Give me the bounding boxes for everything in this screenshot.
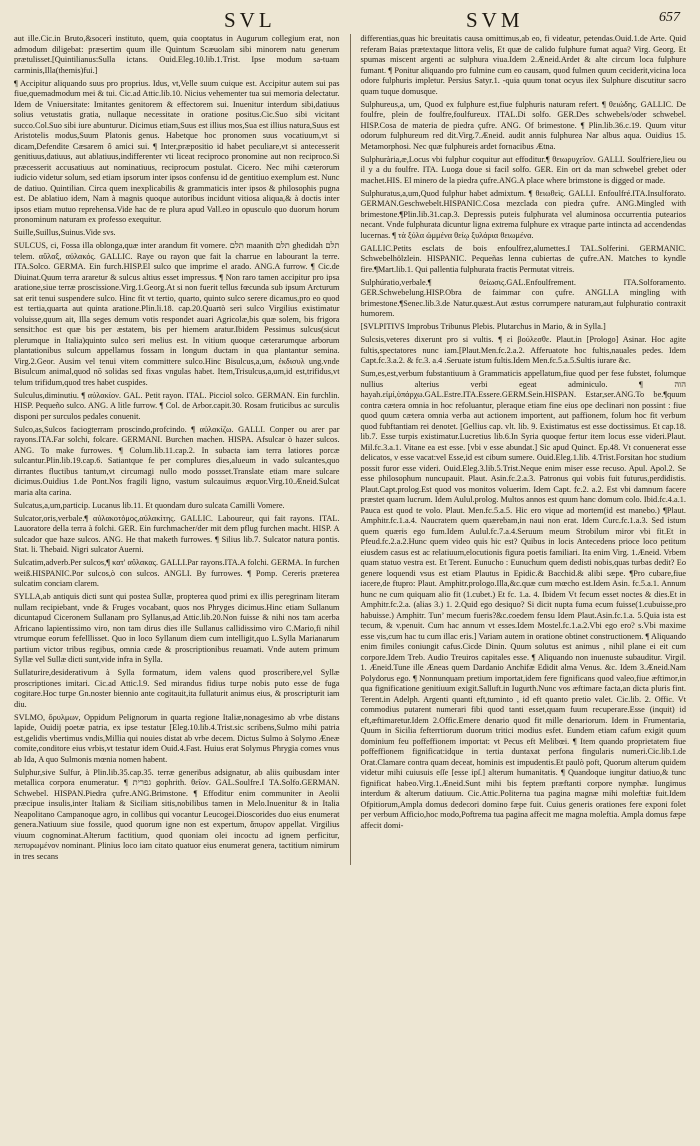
entry-sulculus: Sulculus,diminutiu. ¶ αὐλακίον. GAL. Petit rayon. ITAL. Picciol solco. GERMAN. Ein furchlin. HISP. Pequeño sulco. ANG. A litle furrow. ¶ Col. de Arbor.capit.30. Rosam fruticibus ac surculis disponi per surculos pedales conuenit.: [14, 390, 340, 421]
entry-sulphur-continued: differentias,quas hic breuitatis causa omittimus,ab eo, fi videatur, petendas.Ouid.1.de Arte. Quid referam Baias prætextaque littora velis, Et quæ de calido fulphure fumat aqua? Virg. Georg. Et spumas miscent argenti ac sulphura viua.Idem 2.Æneid.Ardet & alte circum loca fulphure fumant. ¶ Ponitur aliquando pro fulmine cum eo causam, quod fulmen quum ceciderit,vicina loca odore fulphuris impletur. Persius Satyr.1. -quia quum tonat ocyus ilex Sulphure discutitur sacro quam tuque domusque.: [360, 34, 686, 96]
entry-sulphuratio: Sulphúratio,verbale.¶ θείωσις.GAL.Enfoulfrement. ITA.Solforamento. GER.Schwebelung.HISP.Obra de faimmar con çufre. ANGLI.A mingling with brimestone.¶Senec.lib.3.de Natur.quæst.Aut æstus corrumpere naturam,aut fulphuratio contraxit humorem.: [360, 277, 686, 318]
left-column: [14, 34, 340, 865]
right-column: [361, 34, 687, 865]
entry-suus-continued: aut ille.Cic.in Bruto,&socerì instituto, quem, quia cooptatus in Augurum collegium erat, non admodum diligebat: præsertim quum ille Quintum Scæuolam sibi minorem natu generum prætulisset.[Quintilianus:Sulla ictans. Ouid.Eleg.10.lib.1.Trist. Ipse modum sa-tuam carminis,Illa(themis)fui.]: [14, 34, 340, 75]
entry-sulmo: SVLMO, ὄρυλμων, Oppidum Pelignorum in quarta regione Italiæ,nonagesimo ab vrbe distans lapide, Ouidij poetæ patria, ex ipse testatur [Eleg.10.lib.4.Trist.sic scribens,Sulmo mihi patria est,gelidis vbertimus vndis,Millia qui nouies distat ab vrbe decem. Dictus Sulmo à Solymo Æneæ comite,conditore eius vrbis,vt testatur idem Ouid.4.Fast. Huius erat Solymus Phrygia comes vnus ab Ida, A quo Sulmonis mœnia nomen habent.: [14, 712, 340, 764]
entry-sulphur: Sulphur,sive Sulfur, à Plin.lib.35.cap.35. terræ generibus adsignatur, ab aliis quibusdam inter metallica corpora enumeratur. ¶ גפרית gophrith. θεῖον. GAL.Soulfre.I TA.Solfo.GERMAN. Schwebel. HISPAN.Piedra çufre.ANG.Brimstone. ¶ Effoditur enim communiter in Aeolii præcipue insulis,inter Italiam & Siciliam sitis,nobilibus tamen in Melo.Inuenitur & in Italia Neapolitano Campanoque agro, in collibus qui vocantur Leucogei.Dioscorides duo eius enumerat genera.Natiuum siue fossile, quod quorum igne non est expertum, ἄπυρον appellat. Virgilius viuum cognominat.Alterum factitium, quod quoniam olei incoctu ad ignem perficitur, πεπυρωμένον nominant. Plinius loco iam citato quatuor eius enumerat genera, tactitium nimirum in tres secans: [14, 767, 340, 861]
entry-sulpitius: [SVLPITIVS Improbus Tribunus Plebis. Plutarchus in Mario, & in Sylla.]: [360, 322, 606, 331]
two-column-body: [14, 34, 686, 865]
entry-sylla: SYLLA,ab antiquis dicti sunt qui postea Sullæ, propterea quod primi ex illis peregrinam literam nullam recipiebant, vnde & Fruges vocabant, quos nos Phryges dicimus.Hinc etiam Sullanum dicuntapud Ciceronem Sullanam pro Syllanus,ad Attic.lib.20.Non fuisse & nihi nos tam acerba Africano lapientissimo viro, non tam dirus dies ille Sullanus callidissimo viro C.Mario,fi nihil vtrumque eorum fefelllisset. Quo in loco Syllanum diem cum intelligit,quo L.Sylla Marianarum partium victor tribus regibus, omnia cæde & proscriptionibus reuamati. Vnde autem primum Syllæ vel Sullæ dicti sunt,vide infra in Sylla.: [14, 592, 340, 664]
entry-sultis: Sulcsis,veteres dixerunt pro si vultis. ¶ εἰ βούλεσθε. Plaut.in [Prologo] Asinar. Hoc agite fultis,spectatores nunc iam.[Plaut.Men.fc.2.a.2. Afferuatote hoc fultis,nauales pedes. Idem Capt.fc.3.a.2. & fc.3. a.4 .Seruate istum fultis.Idem Men.fc.5.a.5.Sultis iurare &c.: [360, 335, 686, 365]
entry-sulphureus: Sulphureus,a, um, Quod ex fulphure est,fiue fulphuris naturam refert. ¶ θειώδης. GALLIC. De foulfre, plein de foulfre,foulfureux. ITAL.Di solfo. GER.Des schwebels/oder schwebel. HISP.Cosa de materia de piedra çufre. ANG. Of brimestone. ¶ Plin.lib.36.c.19. Quum vitur odorum fulphureum red dit.Virg.7.Æneid. audit annis fulphurea Nar albus aqua. Ouidius 15. Metamorphosi. Nec quæ fulphureis ardet fornacibus Ætna.: [360, 99, 686, 151]
running-head-right: SVM: [466, 8, 524, 32]
entry-sulcatim: Sulcatim,adverb.Per sulcos,¶ κατ' αὔλακας. GALLI.Par rayons.ITA.A folchi. GERMA. In furchen weiß.HISPANIC.Por sulcos,ò con sulcos. ANGLI. By furrowes. ¶ Pomp. Cereris præterea sulcatim conciam clarem.: [14, 558, 340, 588]
entry-sum: Sum,es,est,verbum fubstantiuum à Grammaticis appellatum,fiue quod per fese fubstet, folumque nullius alterius verbi egeat adminiculo. ¶ הוה hayah.εἰμί,ὑπάρχω.GAL.Estre.ITA.Essere.GERM.Sein.HISPAN. Estar,ser.ANG.To be.¶quum contra cætera omnia in hoc refoluantur, pleraque etiam fine eius ope declinari non possint : fiue quod quum cætera omnia verba aut actionem importent, aut paffionem, folum hoc fit verbum quod fubftantiam rei denotet. [Gellius cap. vlt. lib. 9. Existimatus est esse doctissimus. Et cap.18. lib.7. Esse turpis existimatur.Lucretius lib.6.In Syria quoque fertur item locus esse videri.Plaut. Mil.fc.3.a.1. Vitane ea est esse. [vbi ν esse abundat.] Sic apud Quinct. Ep.48. Vt conuenerat esse delicatos, ν esse vacat:vel Esse,id est cibum sumere. Ouid.Eleg.1.lib. 4.Trist.Forsitan hoc studium possit furor esse videri. Ouid.Eleg.3.lib.5.Trist.Neque enim miser esse recuso. Apul. Apol.2. Se esse philosophum nuncupauit. Plaut. Asin.fc.2.a.3. Patronus qui vobis fuit futurus,perdidistis. Plaut.Capt.prolog.Est quod vos monitos voluerim. Idem Capt. fc.2. a.2. Est vbi damnum facere præstet quam lucrum. Idem Aulul.prolog. Multos annos est quum hanc domum colo. Ibid.fc.4.a.1. Pauca est quod te volo. Plaut. Men.fc.5.a.5. Hic ero vique ad mortem(id est manebo.) ¶Plaut. Amphitr.fc.1.a.4. Naucratem quem quærebam,in naui non erat. Idem Curc.fc.1.a.3. Sed istum quem quæris ego fum.Idem Aulul.fc.7.a.4.Seruum meum Strobilum miror vbi fit.Et in Pfeud.fc.2.a.2.Hunc quem video quis hic est? Quibus in locis Antecedens prioce loco petitum eiusdem casus est ac relatiuum,elocutionis figura poetis familiari. Ita enim Virg. 1.Æneid. Vrbem quam statuo vestra est. Et Terent. Eunucho : Eunuchum quem dedisti nobis,quas turbas dedit? Eo genere loquendi vsus est etiam Plautus in Epidic.& Bacchid.& alibi sæpe. ¶Pro cubare,fiue iacere,de ftupro: Plaut. Amphitr.prologo.Illa,&c.quæ cum mœcho est.Idem Asin. fc.5.a.1. Annum hunc ne cum quiquam alio fit (1.cubet.) Et fc. 1.a. 4. Ibidem Vt fecum esset noctes & dies.Et in Amphitr.fc.2.a. (alias 3.) 1. 2.Quid ego desiquo? Si dicit nupta fuma ecum fuisse(1.cubuisse,pro habuisse.) Amphitr. Tun’ mecum fueris?&c.coedem fensu Idem Plaut.Asin.fc.1.a. 5.Quia ista est tecum, & v.penuit. Cum hac annum vt esses.Idem Mostel.fc.1.a.2.Vbi ego ero? s.Vbi maxime esse vis,cum hac tu cum illac eris.] Variam autem in oratione obtinet constructionem. ¶ Aliquando enim fimiles coniungit cafus.Cicde Dinin. Quum solutus est animus , nihil plane ei eit cum corpore.Idem Treb. Audio Treuiros capitales esse. ¶ Aliquando non inuenuste subauditur. Virgil. 1. Æneid.Tune ille Æneas quem Dardanio Anchifæ Edidit alma Venus. &c. Idem 3.Æneid.Nam Polydorus ego. ¶ Nonnunquam pretium importat,idem fere fignificans quod valeo,fiue æftimor,in qua fignificatione genitiuum exigit.Salluft.in Iugurth.Nunc vos æftimare facta,an dicta pluris fint. Terent.in Adelph. Argenti quanti eft,tuminto , id eft quanto pretio valet. Cic.lib. 2. Offic. Vt commodius putarent numerari fibi quod tanti esset,quam fuum recuperare.Esse (inquit) id eft,æftimaretur.Idem 2.Offic.Emere denario quod fit mille denariorum. Idem in Frumentaria, Quum in Sicilia fefterrtiorum duorum tritici modius esfet. Eundem etiam cafum exigit quum dominium feu poffeffionem importat: vt Pecus eft Melibœi. ¶ Item quando proprietatem fiue poffeffionem fignificat:idque in tertia duntaxat perfona fingularis numeri.Cic.lib.1.de Orat.Clamare contra quam deceat, hominis est impudentis.Et paulò poft, Quorum alterum quidem videtur mihi cuiusuis eſſe [esse ipſ.] alterum humanitatis. ¶ Quandoque iungitur datiuo,& tunc fignificat habeo.Virg.1.Æneid.Sunt mihi bis feptem præftanti corpore nymphæ. Iungimus interdum & alterum datiuum. Cic.Attic.Politerna tua pagina magnæ mihi moleftiæ fuit.Idem Ofpitiorum,Ampla domus dedecori domino fæpe fuit. Cuius generis orationes fere exponi folet per verbum Afficio,hoc modo,Poftrema tua pagina affecit me magna moleftia. Ampla domus fæpe affecit domi-: [360, 369, 686, 830]
entry-sulco: Sulco,as,Sulcos faciogterram proscindo,profcindo. ¶ αὐλακίζω. GALLI. Conper ou arer par rayons.ITA.Far solchi, folcare. GERMANI. Burchen machen. HISPA. Afsulcar ò hazer sulcos. ANG. To make furrowes. ¶ Colum.lib.11.cap.2. In subacta iam terra latiores porcæ sulcantur.Plin.lib.19.cap.6. Satiantque fe per complures dies,alueum in vado sulcantes,quo dirrantes fluctibus tantum,vt circumagi nullo modo possset.Translate etiam mare sulcare dicimus.Ouidius 1.de Pont.Nos fragili ligno, vastum sulcauimus æquor.Virg.10.Æneid.Sulcat maria alta carina.: [14, 424, 340, 497]
page-number: 657: [659, 10, 680, 25]
entry-suille: Suille,Suillus,Suinus.Vide svs.: [14, 228, 116, 237]
entry-sulcator: Sulcator,oris,verbale.¶ αὐλακοτὁμος,αὐλακίτης. GALLIC. Laboureur, qui fait rayons. ITAL. Lauoratore della terra à folchi. GER. Ein furchmacher/der mit dem pflug furchen macht. HISP. A sulcador que haze sulcos. ANG. He that maketh furrowes. ¶ Silius lib.7. Sulcator natura pontis. Stat. li. Thebaid. Nigri sulcator Auerni.: [14, 513, 340, 554]
entry-sulphurata-ligna: GALLIC.Petits esclats de bois enfoulfrez,alumettes.I TAL.Solferini. GERMANIC. Schwebelhölzlein. HISPANIC. Pequeñas lenna cubiertas de çufre.AN. Matches to kyndle fire.¶Mart.lib.1. Qui pallentia fulphurata fractis Permutat vitreis.: [360, 243, 686, 274]
entry-sulcus: SULCUS, ci, Fossa illa oblonga,quæ inter arandum fit vomere. תלם maanith תלם ghedidah תלם telem. αὔλαξ, αὐλακός. GALLIC. Raye ou rayon que fait la charrue en labourant la terre. ITA.Solco. GERMA. Ein furch.HISP.El sulco que imprime el arado. ANG.A furrow. ¶ Cic.de Diuinat.Quum terra araretur & sulcus altius esset impressus. ¶ Non raro tamen accipitur pro ipsa aratione,siue terræ proscissione.Virg.1.Georg.At si non fuerit tellus fœcunda sub ipsum Arcturum sat erit tenui suspendere sulco. Hinc fit vt tertio, quarto, quinto sulco serere dicamus,pro eo quod est tertia,quarta aut quinta aratione.Plin.li.18. cap.20.Quartò seri sulco Virgilius existimatur voluisse,quum ait, Illa seges demum votis respondet auari Agricolæ,bis quæ solem, bis frigora sensit:hoc est quæ bis per æstatem, bis per hiemem aratur.Ibidem Pessimus sulcus(sicut plerumque in Italia)quinto sulco seri melius est. In vitium quoque cæterarumque arborum plantationibus sulcum appellamus fossam in longum ductam in qua plantantur semina. Virg.2.Geor. Ausim vel tenui vitem committere sulco.Hinc Bisulcus,a,um, ἐκδισυλ ung.vnde Bisulcum animal,quod nō solidas sed fixas vngulas habet. Item,Trisulcus,a,um,id est,trifidus,vt telum trifidum,quod tres habet cuspides.: [14, 241, 340, 387]
entry-sulcatus: Sulcatus,a,um,particip. Lucanus lib.11. Et quondam duro sulcata Camilli Vomere.: [14, 500, 285, 510]
page-header: [14, 8, 686, 30]
running-head-left: SVL: [224, 8, 276, 32]
column-divider: [350, 34, 351, 865]
entry-sullaturire: Sullaturire,desiderativum à Sylla formatum, idem valens quod proscribere,vel Syllæ proscriptiones imitari. Cic.ad Attic.l.9. Sed mirandus fidius turpe nobis puto esse de fuga cogitare.Hoc turpe Gn.noster biennio ante cogitauit,ita fullaturit animus eius, & proscripturit iam diu.: [14, 668, 340, 709]
entry-sulphuraria: Sulphurària,æ,Locus vbi fulphur coquitur aut effoditur.¶ θειωρυχεῖον. GALLI. Soulfriere,lieu ou il y a du foulfre. ITA. Luoga doue si facil solfo. GER. Ein ort da man schwebel grebet oder machet.HIS. El minero de la piedra çufre.ANG.A place where brimstone is digged or made.: [360, 154, 686, 185]
entry-sulphuratus: Sulphuratus,a,um,Quod fulphur habet admixtum. ¶ θειωθεὶς. GALLI. Enfoulfré.ITA.Insulforato. GERMAN.Geschwebelt.HISPANIC.Cosa mezclada con piedra çufre. ANG.Mingled with brimestone.¶Plin.lib.31.cap.3. Depressis puteis fulphurata vel aluminosa occurrentia putearios necant. Vnde fulphurata dicuntur ligna extrema fulphure ex vtraque parte intincta ad accendendas lucernas. ¶ τὰ ξύλα ὠμμένα θείῳ ξυλάρια θειωμένα.: [360, 188, 686, 240]
entry-suus-usage: ¶ Accipitur aliquando suus pro proprius. Idus, vt,Velle suum cuique est. Accipitur autem sui pas fiue,quemadmodum mei & tui. Cic.ad Attic.lib.10. Nicius vehementer tua sui memoria delectatur. Idem de Vniuersitate: Imitantes genitorem & effectorem sui. Inuenitur interdum sibi,datiuus solius vetustatis gratia, nullaque necessitate in oratione positus.Cic.Suo sibi vicitant succo.Col.Suo sibi iure abunturur. Dicimus etiam,Suus est illius mos,Sua est illius natura,Suus est Aristotelis modus,Suum Platonis genus. Habetque hoc pronomen suus vocatiuum,vt si dicam,Defendite Cæsarem ô amici sui. ¶ Inter,præpositio id habet peculiare,vt si antecesserit genitiuus,datiuus, aut ablatiuus,indifferenter vti liceat reciproco pronomine aut non reciproco.Si præcesserit accusatiuus aut nominatiuus, reciprocum postulat. Cicero. Nec mihi cæterorum iudicio videtur solum, sed etiam ipsorum inter ipsos confensu id de gentitiuo exemplum est. Nunc de datiuo. Quintilian. Circa quem inexplicabilis & grammaticis inter ipsos & philosophis pugna est. De ablatiuo idem, Nam à magnis quoque autoribus incidunt vitiosa aliqua,& à doctis inter ipsos etiam mutuo reprehensa.Vide hac de re plura apud Vall.eo in opusculo quo duorum horum pronominum naturam ex professo exequitur.: [14, 78, 340, 224]
